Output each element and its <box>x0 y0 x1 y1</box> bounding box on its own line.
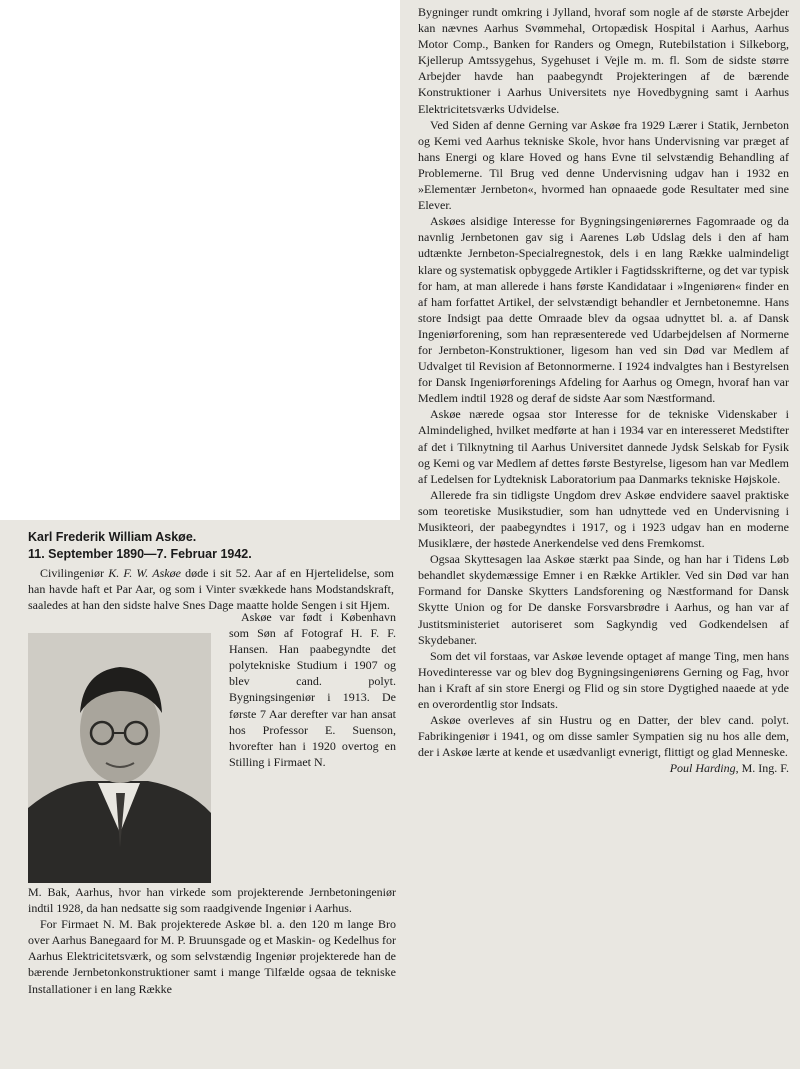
paragraph-intro: Civilingeniør K. F. W. Askøe døde i sit 52. Aar af en Hjertelidelse, som han havde haft et Par Aar, og som i Vinter svækkede hans Modstandskraft, saaledes at han den sidste halve Snes Dage maatte holde Sengen i sit Hjem. <box>28 566 394 613</box>
obituary-dates: 11. September 1890—7. Februar 1942. <box>28 547 252 561</box>
paragraph-birth-continued: M. Bak, Aarhus, hvor han virkede som projekterende Jernbetoningeniør indtil 1928, da han nedsatte sig som raadgivende Ingeniør i Aarhus. <box>28 885 396 916</box>
paragraph-projects: For Firmaet N. M. Bak projekterede Askøe bl. a. den 120 m lange Bro over Aarhus Banegaard for M. P. Bruunsgade og et Maskin- og Kedelhus for Aarhus Elektricitetsværk, og som selvstændig Ingeniør projekterede han de bærende Jernbetonkonstruktioner samt i mange Tilfælde ogsaa de tekniske Installationer i en lang Række <box>28 917 396 996</box>
paragraph-buildings: Bygninger rundt omkring i Jylland, hvoraf som nogle af de største Arbejder kan nævnes Aarhus Svømmehal, Ortopædisk Hospital i Aarhus, Aarhus Motor Comp., Banken for Randers og Omegn, Rutebilstation i Silkeborg, Kjellerup Amtssygehus, Sygehuset i Vejle m. m. fl. Som de sidste større Arbejder havde han paabegyndt Projekteringen af de bærende Konstruktioner i Aarhus Universitets nye Hovedbygning samt i Aarhus Elektricitetsværks Udvidelse. <box>418 5 789 116</box>
career-text <box>28 884 396 997</box>
paragraph-teaching: Ved Siden af denne Gerning var Askøe fra 1929 Lærer i Statik, Jernbeton og Kemi ved Aarhus tekniske Skole, hvor hans Undervisning var præget af hans Energi og klare Hoved og hans Evne til selvstændig Behandling af Problemerne. Til Brug ved denne Undervisning udgav han i 1932 en »Elementær Jernbeton«, hvormed han opnaaede gode Resultater med sine Elever. <box>418 117 789 213</box>
paragraph-summary: Som det vil forstaas, var Askøe levende optaget af mange Ting, men hans Hovedinteresse var og blev dog Bygningsingeniørens Gerning og Fag, hvor han i Kraft af sin store Energi og Flid og sin store Dygtighed naaede at yde en overordentlig stor Indsats. <box>418 648 789 712</box>
obituary-name: Karl Frederik William Askøe. <box>28 530 197 544</box>
subject-name: K. F. W. Askøe <box>108 566 181 580</box>
paragraph-family: Askøe overleves af sin Hustru og en Datter, der blev cand. polyt. Fabrikingeniør i 1941, og om disse samler Sympatien sig nu hos alle dem, der i Askøe lærte at kende et usædvanligt evnerigt, flittigt og glad Menneske. <box>418 713 789 760</box>
right-column <box>418 4 789 777</box>
paragraph-shooting: Ogsaa Skyttesagen laa Askøe stærkt paa Sinde, og han har i Tidens Løb behandlet skydemæssige Emner i en Række Artikler. Ved sin Død var han Formand for Danske Skytters Landsforening og Næstformand for Dansk Skytte Union og for De danske Forsvarsbrødre i Aarhus, og han var af Justitsministeriet autoriseret som Sagkyndig ved Godkendelsen af Skydebaner. <box>418 552 789 647</box>
paragraph-interests: Askøes alsidige Interesse for Bygningsingeniørernes Fagomraade og da navnlig Jernbetonen gav sig i Aarenes Løb Udslag dels i den af ham udtænkte Jernbeton-Specialregnestok, dels i en lang Række ualmindeligt klare og systematisk opbyggede Artikler i Fagtidsskrifterne, og det var typisk for ham, at man allerede i hans første Kandidataar i »Ingeniøren« finder en af ham forfattet Artikel, der selvstændigt behandler et Jernbetonemne. Hans store Indsigt paa dette Omraade blev da ogsaa udnyttet bl. a. af Dansk Ingeniørforening, som han repræsenterede ved Udarbejdelsen af Normerne for Jernbeton-Konstruktioner, ligesom han ved sin Død var Medlem af Udvalget til Revision af Betonnormerne. I 1924 indvalgtes han i Bestyrelsen for Dansk Ingeniørforenings Afdeling for Aarhus og Omegn, hvoraf han var Medlem indtil 1928 og deraf de sidste Aar som Næstformand. <box>418 214 789 406</box>
blank-area <box>0 0 400 520</box>
author-title: , M. Ing. F. <box>735 761 789 776</box>
obituary-header <box>28 529 394 613</box>
author-name: Poul Harding <box>669 761 736 776</box>
portrait-photo <box>28 633 211 883</box>
signature <box>418 760 789 776</box>
paragraph-birth: Askøe var født i København som Søn af Fotograf H. F. F. Hansen. Han paabegyndte det polytekniske Studium i 1907 og blev cand. polyt. Bygningsingeniør i 1913. De første 7 Aar derefter var han ansat hos Professor E. Suenson, hvorefter han i 1920 overtog en Stilling i Firmaet N. <box>229 610 396 769</box>
paragraph-music: Allerede fra sin tidligste Ungdom drev Askøe endvidere saavel praktiske som teoretiske Musikstudier, som han udnyttede ved en Undervisning i Musikteori, der paabegyndtes i 1917, og i 1923 udgav han en moderne Musiklære, der høstede Anerkendelse ved dens Fremkomst. <box>418 487 789 551</box>
paragraph-sciences: Askøe nærede ogsaa stor Interesse for de tekniske Videnskaber i Almindelighed, hvilket medførte at han i 1934 var en interesseret Medstifter af det i Tilknytning til Aarhus Universitet dannede Jydsk Selskab for Fysik og Kemi og var Medlem af dettes første Bestyrelse, ligesom han var Medlem af Ledelsen for Lydteknisk Laboratorium paa Danmarks tekniske Højskole. <box>418 407 789 486</box>
birth-paragraph <box>229 609 396 770</box>
